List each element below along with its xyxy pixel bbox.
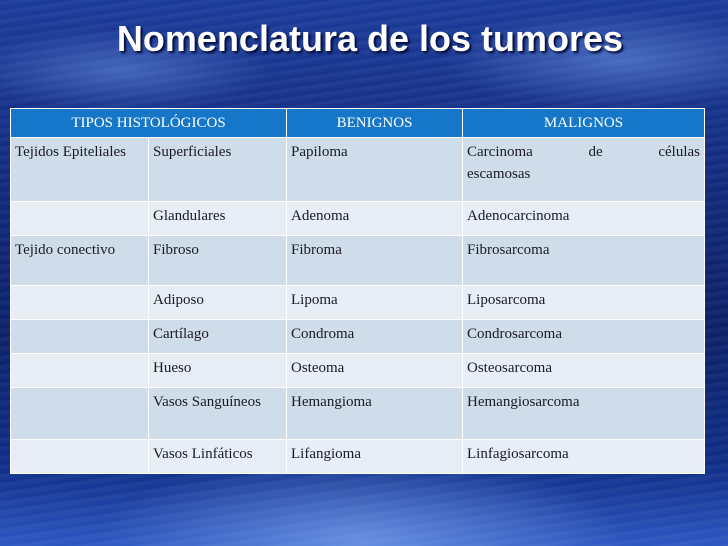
- cell-benigno: Lipoma: [287, 286, 463, 320]
- cell-maligno: Linfagiosarcoma: [463, 440, 705, 474]
- table-row: [11, 286, 705, 320]
- cell-tipo: Superficiales: [149, 138, 287, 202]
- maligno-line-2: escamosas: [467, 166, 531, 182]
- table-row: [11, 354, 705, 388]
- cell-maligno: Liposarcoma: [463, 286, 705, 320]
- page-title: Nomenclatura de los tumores: [116, 18, 624, 59]
- cell-group: Tejido conectivo: [11, 236, 149, 286]
- cell-group: [11, 354, 149, 388]
- cell-maligno: Fibrosarcoma: [463, 236, 705, 286]
- cell-benigno: Hemangioma: [287, 388, 463, 440]
- cell-tipo: Cartílago: [149, 320, 287, 354]
- table-header-row: [11, 109, 705, 138]
- maligno-line-1: [467, 141, 700, 163]
- cell-tipo: Hueso: [149, 354, 287, 388]
- cell-benigno: Adenoma: [287, 202, 463, 236]
- cell-tipo: Vasos Sanguíneos: [149, 388, 287, 440]
- cell-tipo: Glandulares: [149, 202, 287, 236]
- cell-maligno: Adenocarcinoma: [463, 202, 705, 236]
- maligno-word: células: [658, 144, 700, 160]
- tumor-nomenclature-table: [10, 108, 705, 474]
- table-row: [11, 320, 705, 354]
- cell-tipo: Vasos Linfáticos: [149, 440, 287, 474]
- maligno-word: Carcinoma: [467, 144, 533, 160]
- cell-benigno: Lifangioma: [287, 440, 463, 474]
- cell-benigno: Osteoma: [287, 354, 463, 388]
- table-row: [11, 202, 705, 236]
- header-malignos: MALIGNOS: [463, 109, 705, 138]
- cell-tipo: Fibroso: [149, 236, 287, 286]
- cell-maligno: Hemangiosarcoma: [463, 388, 705, 440]
- cell-benigno: Papiloma: [287, 138, 463, 202]
- cell-group: [11, 202, 149, 236]
- header-tipos-histologicos: TIPOS HISTOLÓGICOS: [11, 109, 287, 138]
- maligno-word: de: [588, 144, 603, 160]
- cell-maligno: [463, 138, 705, 202]
- cell-maligno: Osteosarcoma: [463, 354, 705, 388]
- cell-tipo: Adiposo: [149, 286, 287, 320]
- cell-group: [11, 320, 149, 354]
- cell-group: [11, 388, 149, 440]
- cell-group: [11, 286, 149, 320]
- table-row: [11, 388, 705, 440]
- cell-group: [11, 440, 149, 474]
- cell-maligno: Condrosarcoma: [463, 320, 705, 354]
- header-benignos: BENIGNOS: [287, 109, 463, 138]
- table-row: [11, 440, 705, 474]
- cell-benigno: Fibroma: [287, 236, 463, 286]
- cell-benigno: Condroma: [287, 320, 463, 354]
- cell-group: Tejidos Epiteliales: [11, 138, 149, 202]
- table-row: [11, 138, 705, 202]
- table-row: [11, 236, 705, 286]
